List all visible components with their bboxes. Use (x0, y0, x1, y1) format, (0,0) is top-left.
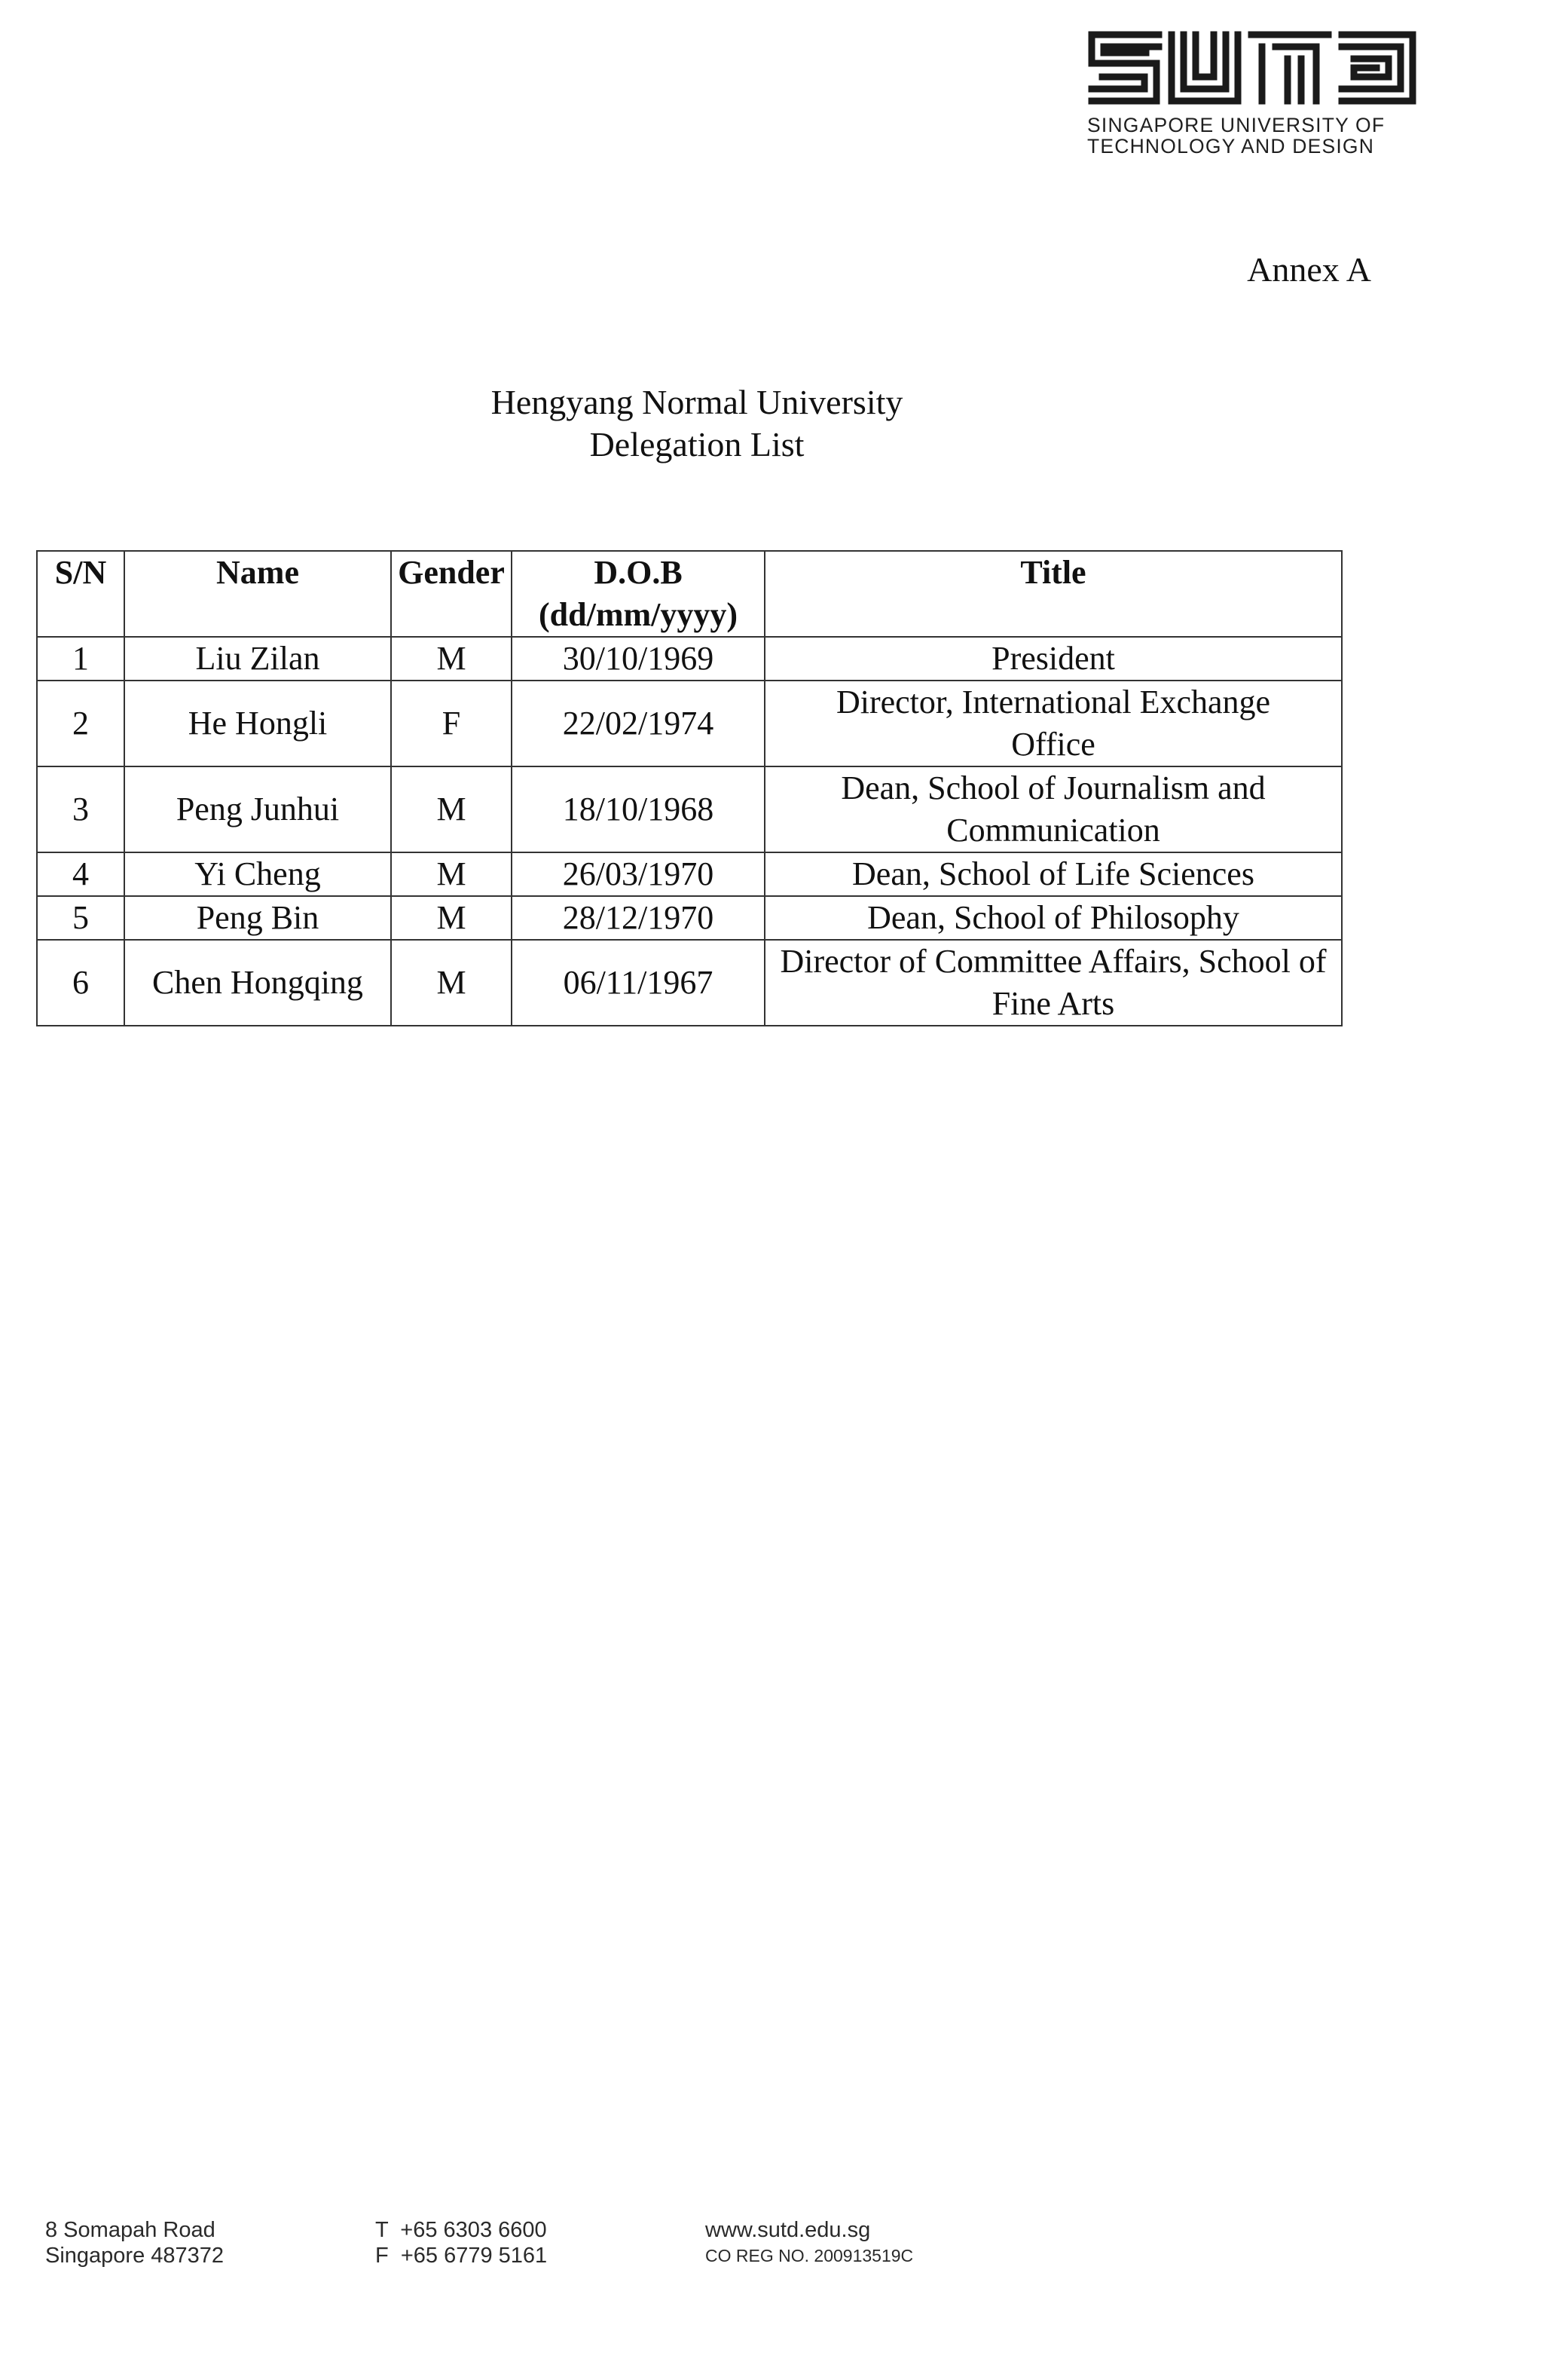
title-line-2: Delegation List (589, 425, 805, 463)
table-row (37, 940, 1342, 1026)
footer-fax: F +65 6779 5161 (375, 2244, 548, 2268)
table-header-row (37, 551, 1342, 637)
cell-sn: 6 (37, 940, 124, 1026)
cell-gender: M (391, 637, 512, 681)
annex-label: Annex A (1247, 250, 1371, 289)
cell-dob: 30/10/1969 (512, 637, 765, 681)
cell-title: Director of Committee Affairs, School of Fine Arts (765, 940, 1342, 1026)
header-dob-label: D.O.B (594, 554, 683, 591)
cell-title: Dean, School of Philosophy (765, 896, 1342, 940)
document-title (422, 381, 972, 466)
cell-sn: 4 (37, 852, 124, 896)
cell-name: Yi Cheng (124, 852, 391, 896)
logo-text-line1: SINGAPORE UNIVERSITY OF (1087, 114, 1386, 136)
cell-name: Liu Zilan (124, 637, 391, 681)
footer-website: www.sutd.edu.sg (705, 2218, 871, 2242)
table-row (37, 852, 1342, 896)
cell-gender: M (391, 766, 512, 852)
cell-dob: 06/11/1967 (512, 940, 765, 1026)
cell-name: Chen Hongqing (124, 940, 391, 1026)
footer-address-line2: Singapore 487372 (45, 2244, 225, 2268)
cell-name: He Hongli (124, 681, 391, 766)
logo-wordmark (1087, 115, 1419, 157)
header-title: Title (765, 551, 1342, 637)
sutd-logo-icon (1087, 30, 1419, 106)
cell-title: Dean, School of Journalism and Communication (765, 766, 1342, 852)
table-row (37, 637, 1342, 681)
footer-address-line1: 8 Somapah Road (45, 2218, 215, 2242)
header-dob (512, 551, 765, 637)
logo-text-line2: TECHNOLOGY AND DESIGN (1087, 135, 1375, 158)
table-row (37, 766, 1342, 852)
cell-gender: M (391, 852, 512, 896)
header-gender: Gender (391, 551, 512, 637)
cell-dob: 26/03/1970 (512, 852, 765, 896)
cell-name: Peng Bin (124, 896, 391, 940)
footer-address (45, 2217, 224, 2268)
footer-phone: T +65 6303 6600 (375, 2218, 547, 2242)
cell-gender: M (391, 896, 512, 940)
footer-reg-no: CO REG NO. 200913519C (705, 2246, 914, 2265)
cell-dob: 22/02/1974 (512, 681, 765, 766)
cell-sn: 1 (37, 637, 124, 681)
cell-title: President (765, 637, 1342, 681)
title-line-1: Hengyang Normal University (490, 383, 903, 421)
cell-title: Director, International Exchange Office (765, 681, 1342, 766)
footer-contact (375, 2217, 547, 2268)
cell-sn: 5 (37, 896, 124, 940)
table-row (37, 896, 1342, 940)
cell-dob: 28/12/1970 (512, 896, 765, 940)
header-dob-format: (dd/mm/yyyy) (539, 596, 738, 633)
sutd-logo (1087, 30, 1419, 162)
cell-gender: M (391, 940, 512, 1026)
header-name: Name (124, 551, 391, 637)
cell-dob: 18/10/1968 (512, 766, 765, 852)
cell-gender: F (391, 681, 512, 766)
table-row (37, 681, 1342, 766)
delegation-table (36, 550, 1343, 1026)
header-sn: S/N (37, 551, 124, 637)
cell-title: Dean, School of Life Sciences (765, 852, 1342, 896)
cell-name: Peng Junhui (124, 766, 391, 852)
footer-web (705, 2217, 913, 2268)
cell-sn: 3 (37, 766, 124, 852)
cell-sn: 2 (37, 681, 124, 766)
